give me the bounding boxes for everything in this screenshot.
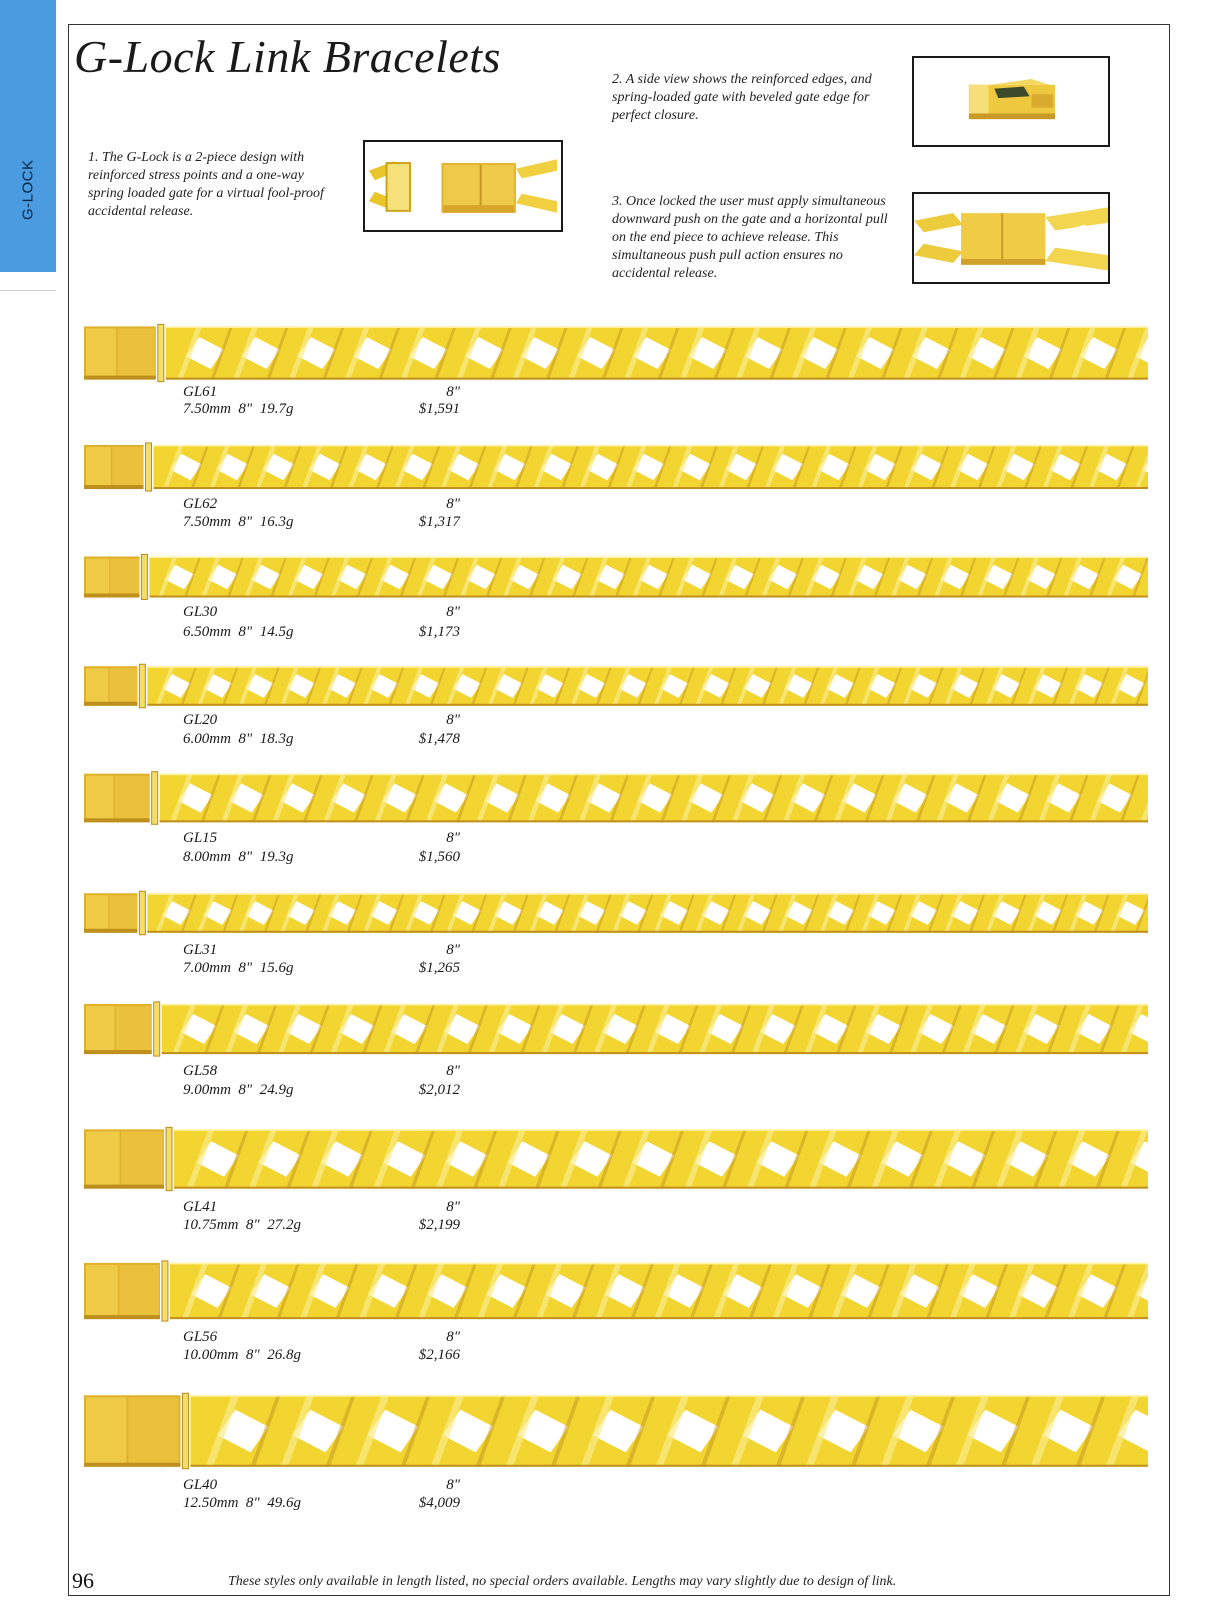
product-code: GL58 <box>183 1063 218 1079</box>
bracelet-image-gl40 <box>80 1384 1148 1478</box>
product-price: $1,265 <box>418 960 460 976</box>
product-code: GL31 <box>183 942 218 958</box>
product-price: $1,173 <box>418 624 460 640</box>
product-specs <box>183 1495 301 1512</box>
product-price: $1,478 <box>418 731 460 747</box>
product-code: GL20 <box>183 712 218 728</box>
product-length-inline: 8" <box>238 1082 253 1098</box>
product-length-inline: 8" <box>238 401 253 417</box>
product-code: GL15 <box>183 830 218 846</box>
product-weight: 26.8g <box>267 1347 301 1363</box>
product-price: $1,317 <box>418 514 460 530</box>
product-specs <box>183 401 293 418</box>
product-length-inline: 8" <box>245 1217 260 1233</box>
product-specs <box>183 960 293 977</box>
product-length-inline: 8" <box>238 624 253 640</box>
product-length-inline: 8" <box>245 1347 260 1363</box>
product-length: 8" <box>446 942 460 958</box>
bracelet-image-gl41 <box>80 1120 1148 1198</box>
product-length: 8" <box>446 830 460 846</box>
product-code: GL40 <box>183 1477 218 1493</box>
product-length: 8" <box>446 712 460 728</box>
note-design: 1. The G-Lock is a 2-piece design with reinforced stress points and a one-way spring loaded gate for a virtual fool-proof accidental release. <box>88 150 324 219</box>
product-gl30 <box>80 550 1170 650</box>
product-length: 8" <box>446 496 460 512</box>
bracelet-image-gl61 <box>80 318 1148 388</box>
clasp-locked-photo <box>912 192 1110 284</box>
section-tab-label <box>0 0 56 272</box>
product-gl40 <box>80 1384 1170 1524</box>
clasp-side-view-photo <box>912 56 1110 147</box>
bracelet-image-gl56 <box>80 1254 1148 1328</box>
product-length-inline: 8" <box>245 1495 260 1511</box>
product-length: 8" <box>446 1477 460 1493</box>
product-length: 8" <box>446 1063 460 1079</box>
bracelet-image-gl30 <box>80 550 1148 604</box>
product-length: 8" <box>446 1329 460 1345</box>
product-code: GL56 <box>183 1329 218 1345</box>
product-price: $2,012 <box>418 1082 460 1098</box>
product-width: 7.00mm <box>183 960 231 976</box>
product-weight: 19.7g <box>259 401 294 417</box>
product-price: $1,591 <box>418 401 460 417</box>
bracelet-image-gl58 <box>80 996 1148 1062</box>
product-width: 7.50mm <box>183 514 231 530</box>
footer-disclaimer: These styles only available in length listed, no special orders available. Lengths may vary slightly due to design of link. <box>228 1574 897 1589</box>
product-gl15 <box>80 766 1170 876</box>
product-code: GL62 <box>183 496 218 512</box>
product-specs <box>183 1347 301 1364</box>
product-width: 6.00mm <box>183 731 231 747</box>
product-gl61 <box>80 318 1170 418</box>
product-gl20 <box>80 660 1170 760</box>
bracelet-image-gl31 <box>80 887 1148 939</box>
product-specs <box>183 849 293 866</box>
product-price: $2,166 <box>418 1347 460 1363</box>
side-divider <box>0 290 56 291</box>
product-width: 8.00mm <box>183 849 231 865</box>
product-weight: 27.2g <box>267 1217 301 1233</box>
bracelet-image-gl15 <box>80 766 1148 830</box>
page-number: 96 <box>72 1568 94 1593</box>
product-gl41 <box>80 1120 1170 1240</box>
product-length: 8" <box>446 1199 460 1215</box>
product-length-inline: 8" <box>238 960 253 976</box>
product-width: 9.00mm <box>183 1082 231 1098</box>
bracelet-image-gl20 <box>80 660 1148 712</box>
product-length: 8" <box>446 384 460 400</box>
section-tab-text: G-LOCK <box>19 159 37 220</box>
product-price: $4,009 <box>418 1495 460 1511</box>
product-weight: 49.6g <box>267 1495 301 1511</box>
product-weight: 24.9g <box>259 1082 294 1098</box>
product-width: 6.50mm <box>183 624 231 640</box>
product-weight: 16.3g <box>259 514 294 530</box>
product-length: 8" <box>446 604 460 620</box>
product-length-inline: 8" <box>238 731 253 747</box>
note-side-view: 2. A side view shows the reinforced edges, and spring-loaded gate with beveled gate edge for perfect closure. <box>612 72 872 123</box>
product-price: $2,199 <box>418 1217 460 1233</box>
product-code: GL61 <box>183 384 218 400</box>
product-specs <box>183 731 293 748</box>
clasp-open-photo <box>363 140 563 232</box>
product-weight: 18.3g <box>259 731 294 747</box>
product-specs <box>183 514 293 531</box>
bracelet-image-gl62 <box>80 438 1148 496</box>
product-width: 10.75mm <box>183 1217 239 1233</box>
product-weight: 19.3g <box>259 849 294 865</box>
product-width: 10.00mm <box>183 1347 239 1363</box>
product-price: $1,560 <box>418 849 460 865</box>
note-release: 3. Once locked the user must apply simultaneous downward push on the gate and a horizontal pull on the end piece to achieve release. This simultaneous push pull action ensures no accidental release. <box>612 194 888 281</box>
product-gl62 <box>80 438 1170 538</box>
page-title: G-Lock Link Bracelets <box>74 31 501 82</box>
product-code: GL30 <box>183 604 218 620</box>
product-specs <box>183 1217 301 1234</box>
product-specs <box>183 1082 293 1099</box>
product-width: 7.50mm <box>183 401 231 417</box>
product-weight: 14.5g <box>259 624 294 640</box>
product-width: 12.50mm <box>183 1495 239 1511</box>
product-gl58 <box>80 996 1170 1106</box>
product-length-inline: 8" <box>238 849 253 865</box>
product-gl31 <box>80 887 1170 987</box>
product-code: GL41 <box>183 1199 218 1215</box>
product-length-inline: 8" <box>238 514 253 530</box>
product-gl56 <box>80 1254 1170 1374</box>
product-weight: 15.6g <box>259 960 294 976</box>
product-specs <box>183 624 293 641</box>
